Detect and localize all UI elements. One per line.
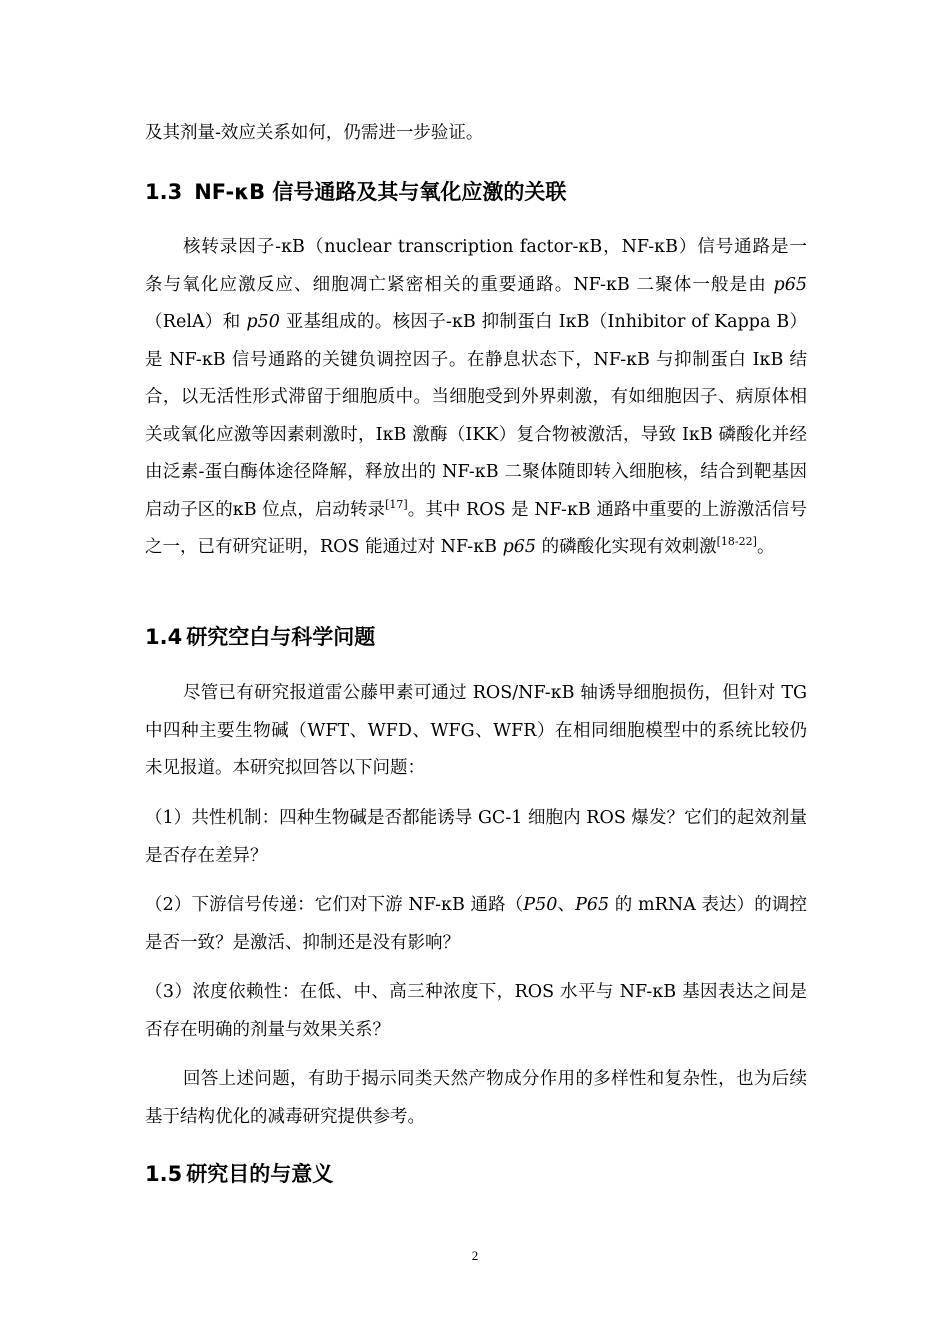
- question-2: [145, 887, 807, 962]
- citation-ref: [17]: [385, 497, 408, 511]
- gene-name-italic: P50: [523, 895, 558, 915]
- paragraph-intro-tail: 及其剂量-效应关系如何，仍需进一步验证。: [145, 123, 484, 143]
- question-1: （1）共性机制：四种生物碱是否都能诱导 GC-1 细胞内 ROS 爆发？它们的起效剂量是否存在差异？: [145, 808, 807, 866]
- page-number: 2: [471, 1248, 479, 1263]
- paragraph-significance: 回答上述问题，有助于揭示同类天然产物成分作用的多样性和复杂性，也为后续基于结构优化的减毒研究提供参考。: [145, 1069, 807, 1127]
- citation-ref: [18-22]: [716, 535, 757, 549]
- paragraph-nfkb-pathway: [145, 229, 807, 567]
- section-number: 1.4: [145, 625, 183, 649]
- text-run: 亚基组成的。核因子-κB 抑制蛋白 IκB（Inhibitor of Kappa B）是 NF-κB 信号通路的关键负调控因子。在静息状态下，NF-κB 与抑制蛋白 IκB 结合，以无活性形式滞留于细胞质中。当细胞受到外界刺激，有如细胞因子、病原体相关或氧化应激等因素刺激时，IκB 激酶（IKK）复合物被激活，导致 IκB 磷酸化并经由泛素-蛋白酶体途径降解，释放出的 NF-κB 二聚体随即转入细胞核，结合到靶基因启动子区的κB 位点，启动转录: [145, 312, 807, 520]
- text-run: 、: [557, 895, 576, 915]
- section-title: NF-κB 信号通路及其与氧化应激的关联: [194, 180, 567, 204]
- section-number: 1.3: [145, 180, 183, 204]
- paragraph-research-gap: 尽管已有研究报道雷公藤甲素可通过 ROS/NF-κB 轴诱导细胞损伤，但针对 TG 中四种主要生物碱（WFT、WFD、WFG、WFR）在相同细胞模型中的系统比较仍未见报道。本研究拟回答以下问题：: [145, 683, 807, 778]
- gene-name-italic: p65: [502, 537, 537, 557]
- gene-name-italic: p50: [246, 312, 280, 332]
- section-number: 1.5: [145, 1162, 183, 1186]
- section-heading-1-3: [145, 176, 566, 206]
- text-run: （2）下游信号传递：它们对下游 NF-κB 通路（: [145, 895, 524, 915]
- text-run: 。: [756, 537, 775, 557]
- text-run: 。其中 ROS 是 NF-κB 通路中重要的上游激活信号之一，已有研究证明，ROS 能通过对 NF-κB: [145, 499, 807, 557]
- section-heading-1-5: [145, 1158, 333, 1188]
- section-title: 研究空白与科学问题: [186, 625, 376, 649]
- text-run: 核转录因子-κB（nuclear transcription factor-κB，NF-κB）信号通路是一条与氧化应激反应、细胞凋亡紧密相关的重要通路。NF-κB 二聚体一般是由: [145, 237, 807, 295]
- text-run: （RelA）和: [145, 312, 247, 332]
- section-title: 研究目的与意义: [186, 1162, 334, 1186]
- text-run: 的 mRNA 表达）的调控是否一致？是激活、抑制还是没有影响？: [145, 895, 807, 953]
- gene-name-italic: p65: [773, 274, 807, 295]
- question-3: （3）浓度依赖性：在低、中、高三种浓度下，ROS 水平与 NF-κB 基因表达之间是否存在明确的剂量与效果关系？: [145, 982, 807, 1040]
- gene-name-italic: P65: [575, 895, 610, 915]
- text-run: 的磷酸化实现有效刺激: [536, 537, 717, 557]
- section-heading-1-4: [145, 621, 375, 651]
